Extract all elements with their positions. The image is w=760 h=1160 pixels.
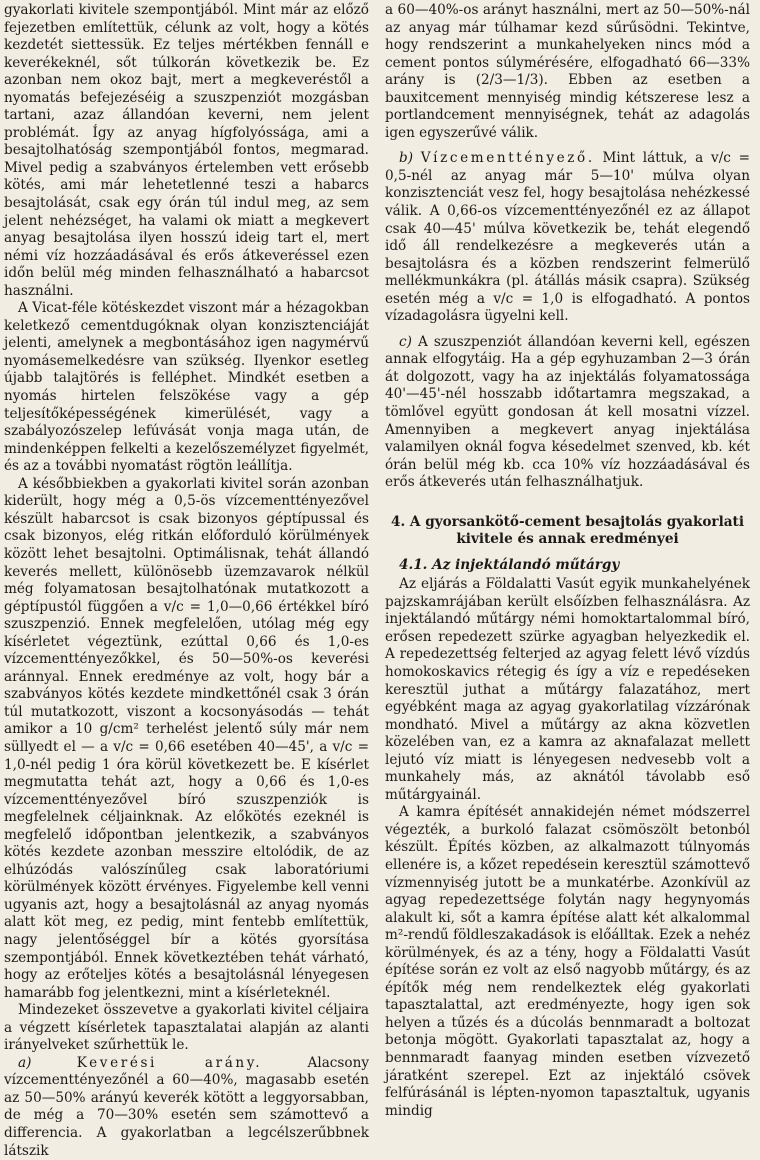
paragraph-gap — [385, 326, 750, 334]
section-heading: 4. A gyorsankötő-cement besajtolás gyakorlati kivitele és annak eredményei — [390, 513, 745, 548]
body-paragraph: Az eljárás a Földalatti Vasút egyik munkahelyének pajzskamrájában került elsőízben felhasználásra. Az injektálandó műtárgy némi homoktartalommal bíró, erősen repedezett szürke agyagban helyezkedik el. A repedezettség felterjed az agyag felett lévő vízdús homokoskavics rétegig és így a víz e repedéseken keresztül juthat a műtárgy falazatához, mert egyébként maga az agyag gyakorlatilag vízzárónak mondható. Mivel a műtárgy az akna közvetlen közelében van, ez a kamra az aknafalazat mellett lejutó víz miatt is lényegesen nedvesebb volt a munkahely más, az aknától távolabb eső műtárgyainál. — [385, 576, 750, 803]
item-marker: b) — [399, 150, 414, 167]
item-marker: a) — [18, 1054, 32, 1071]
item-marker: c) — [399, 333, 412, 350]
guideline-text: A szuszpenziót állandóan keverni kell, egészen annak elfogytáig. Ha a gép egyhuzamban 2—3 órán át dolgozott, vagy ha az injektálás folyamatossága 40'—45'-nél hosszabb időtartamra megszakad, a tömlővel együtt gondosan át kell mosatni vízzel. Amennyiben a megkevert anyag injektálása valamilyen oknál fogva késedelmet szenved, kb. két órán belül még kb. cca 10% víz hozzáadásával és erős átkeverés után felhasználhatjuk. — [385, 333, 750, 491]
body-paragraph: A későbbiekben a gyakorlati kivitel során azonban kiderült, hogy még a 0,5-ös vízcementtényezővel készült habarcsot is csak bizonyos géptípussal és csak bizonyos, elég ritkán előforduló körülmények között lehet besajtolni. Optimálisnak, tehát állandó keverés mellett, különösebb üzemzavarok nélkül még folyamatosan besajtolhatónak mutatkozott a géptípustól függően a v/c = 1,0—0,66 értékkel bíró szuszpenzió. Ennek megfelelően, utólag még egy kísérletet végeztünk, ezúttal 0,66 és 1,0-es vízcementtényezőkkel, és 50—50%-os keverési aránnyal. Ennek eredménye az volt, hogy bár a szabványos kötés kezdete mindkettőnél csak 3 órán túl mutatkozott, viszont a kocsonyásodás — tehát amikor a 10 g/cm² terhelést jelentő súly már nem süllyedt el — a v/c = 0,66 esetében 40—45', a v/c = 1,0-nél pedig 1 óra körül következett be. E kísérlet megmutatta tehát azt, hogy a 0,66 és 1,0-es vízcementtényezővel bíró szuszpenziók is megfelelnek céljainknak. Az előkötés ezeknél is megfelelő időpontban jelentkezik, a szabványos kötés kezdete azonban messzire eltolódik, de az elhúzódás valószínűleg csak laboratóriumi körülmények között érvényes. Figyelembe kell venni ugyanis azt, hogy a besajtolásnál az anyag nyomás alatt köt meg, ez pedig, mint fentebb említettük, nagy jelentőséggel bír a kötés gyorsítása szempontjából. Ennek következtében tehát várható, hogy az erőteljes kötés a besajtolásnál lényegesen hamarább fog jelentkezni, mint a kísérleteknél. — [4, 475, 369, 1001]
guideline-text: Mint láttuk, a v/c = 0,5-nél az anyag már 5—10' múlva olyan konzisztenciát vesz fel, hogy besajtolása nehézkessé válik. A 0,66-os vízcementtényezőnél ez az állapot csak 40—45' múlva következik be, tehát elegendő idő áll rendelkezésre a megkeverés után a besajtolásra és a közben rendszerint felmerülő mellékmunkákra (pl. átállás másik csapra). Szükség esetén még a v/c = 1,0 is elfogadható. A pontos vízadagolásra ügyelni kell. — [385, 150, 751, 325]
body-paragraph: A Vicat-féle kötéskezdet viszont már a hézagokban keletkező cementdugóknak olyan konzisztenciáját jelenti, amelynek a megbontásához igen nagymérvű nyomásemelkedésre van szükség. Ilyenkor esetleg újabb talajtörés is felléphet. Mindkét esetben a nyomás hirtelen felszökése vagy a gép teljesítőképességének kimerülését, vagy a szabályozószelep lefúvását vonja maga után, de mindenképpen felkelti a kezelőszemélyzet figyelmét, és az a további nyomatást rögtön leállítja. — [4, 300, 369, 475]
right-column — [385, 2, 751, 1119]
body-paragraph: a 60—40%-os arányt használni, mert az 50—50%-nál az anyag már túlhamar kezd sűrűsödni. Tekintve, hogy rendszerint a munkahelyeken nincs mód a cement pontos súlymérésére, elfogadható 66—33% arány is (2/3—1/3). Ebben az esetben a bauxitcement mennyiség mindig kétszerese lesz a portlandcement mennyiségnek, tehát az adagolás igen egyszerűvé válik. — [385, 2, 750, 141]
body-paragraph: A kamra építését annakidején német módszerrel végezték, a burkoló falazat csömöszölt betonból készült. Építés közben, az alkalmazott túlnyomás ellenére is, a kőzet repedésein keresztül számottevő vízmennyiség jutott be a munkatérbe. Azonkívül az agyag repedezettsége folytán nagy hegynyomás alakult ki, sőt a kamra építése alatt két alkalommal m²-rendű földleszakadások is előálltak. Ezek a nehéz körülmények, és az a tény, hogy a Földalatti Vasút építése során ez volt az első nagyobb műtárgy, és az építők még nem rendelkeztek elég gyakorlati tapasztalattal, azt eredményezte, hogy igen sok helyen a tűzés és a dúcolás bennmaradt a boltozat betonja mögött. Gyakorlati tapasztalat az, hogy a bennmaradt faanyag minden esetben vízvezető járatként szerepel. Ezt az injektáló csövek felfúrásánál is lépten-nyomon tapasztaltuk, ugyanis mindig — [385, 804, 750, 1119]
subsection-heading: 4.1. Az injektálandó műtárgy — [399, 556, 620, 573]
guideline-title: Keverési arány. — [76, 1054, 263, 1071]
body-paragraph: Mindezeket összevetve a gyakorlati kivitel céljaira a végzett kísérletek tapasztalatai alapján az alanti irányelveket szűrhettük le. — [4, 1002, 369, 1054]
guideline-paragraph-a — [4, 1055, 369, 1160]
body-paragraph: gyakorlati kivitele szempontjából. Mint már az előző fejezetben említettük, célunk az volt, hogy a kötés kezdetét siettessük. Ez teljes mértékben fennáll e keverékeknél, sőt túlkorán következik be. Ez azonban nem okoz bajt, mert a megkeveréstől a nyomatás befejezéséig a szuszpenziót mozgásban tartani, azaz állandóan keverni, nem jelent problémát. Így az anyag hígfolyóssága, ami a besajtolhatóság szempontjából fontos, megmarad. Mivel pedig a szabványos értelemben vett erősebb kötés, ami már lehetetlenné teszi a habarcs besajtolását, csak egy órán túl indul meg, az sem jelent nehézséget, ha valami ok miatt a megkevert anyag besajtolása ilyen hosszú ideig tart el, mert némi víz hozzáadásával és erős átkeveréssel ezen időn belül még minden felhasználható a habarcsot használni. — [4, 2, 369, 299]
guideline-paragraph-b — [385, 150, 750, 325]
left-column — [4, 2, 370, 1159]
guideline-title: Vízcementtényező. — [420, 150, 595, 167]
guideline-text: Alacsony vízcementtényezőnél a 60—40%, magasabb esetén az 50—50% arányú keverék kötött a leggyorsabban, de még a 70—30% esetén sem számottevő a differencia. A gyakorlatban a legcélszerűbbnek látszik — [4, 1054, 370, 1159]
guideline-paragraph-c — [385, 334, 750, 492]
paragraph-gap — [385, 142, 750, 150]
